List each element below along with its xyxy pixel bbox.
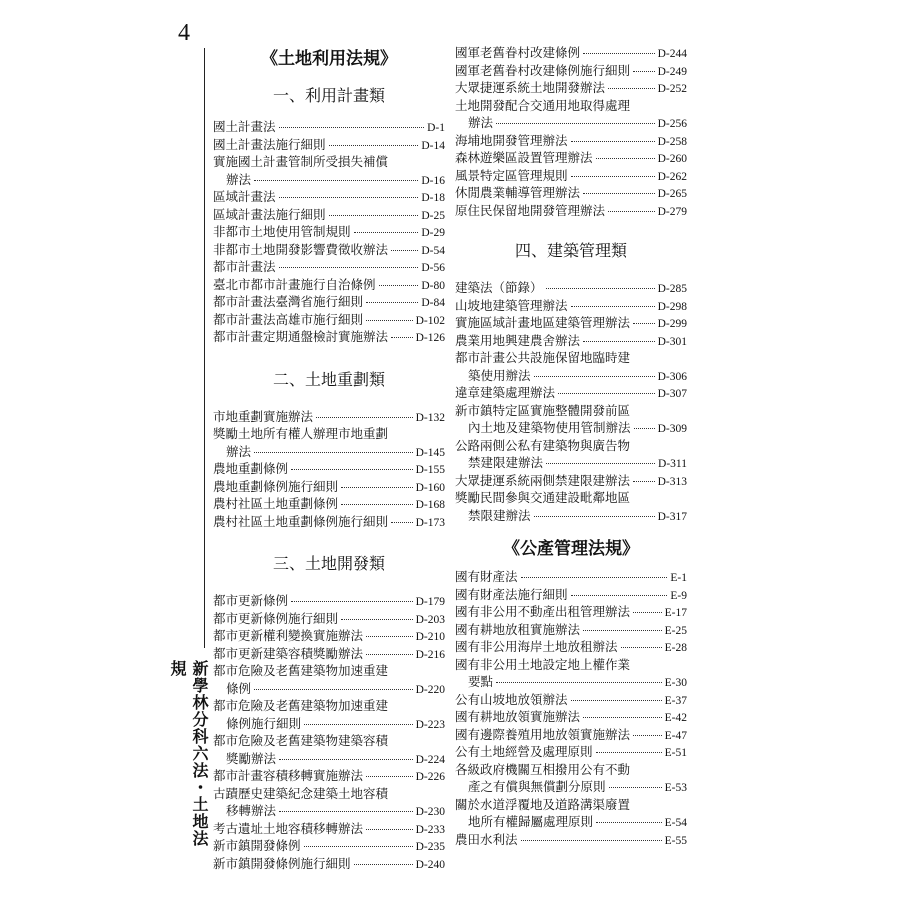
toc-entry-page-code: E-54 bbox=[664, 817, 687, 829]
toc-entry[interactable] bbox=[213, 276, 445, 294]
toc-entry-page-code: D-313 bbox=[657, 475, 687, 488]
toc-entry-title: 國土計畫法 bbox=[213, 119, 276, 134]
toc-entry[interactable] bbox=[213, 311, 445, 329]
dot-leader bbox=[521, 577, 668, 578]
toc-entry-title: 農業用地興建農舍辦法 bbox=[455, 332, 581, 348]
dot-leader bbox=[279, 127, 425, 128]
toc-entry[interactable] bbox=[455, 778, 687, 796]
toc-entry[interactable] bbox=[213, 425, 445, 443]
dot-leader bbox=[341, 619, 413, 620]
toc-entry-title: 獎勵辦法 bbox=[226, 750, 277, 766]
toc-entry-page-code: E-47 bbox=[664, 729, 687, 742]
toc-entry-title: 獎勵民間參與交通建設毗鄰地區 bbox=[455, 490, 631, 505]
toc-entry[interactable] bbox=[455, 167, 687, 185]
toc-entry-page-code: D-145 bbox=[415, 446, 445, 459]
toc-entry[interactable] bbox=[455, 621, 687, 639]
dot-leader bbox=[596, 752, 662, 753]
toc-entry-title: 森林遊樂區設置管理辦法 bbox=[455, 150, 593, 165]
toc-entry[interactable] bbox=[213, 293, 445, 311]
toc-entry-title: 築使用辦法 bbox=[468, 367, 531, 383]
toc-entry-page-code: E-55 bbox=[664, 834, 687, 847]
dot-leader bbox=[291, 601, 413, 602]
toc-entry-page-code: E-28 bbox=[664, 642, 687, 654]
category-title-building: 四、建築管理類 bbox=[514, 241, 627, 260]
toc-entry-title: 實施國土計畫管制所受損失補償 bbox=[213, 154, 389, 169]
toc-entry-title: 都市計畫法 bbox=[213, 259, 276, 274]
toc-entry-page-code: D-309 bbox=[657, 423, 687, 435]
toc-entry[interactable] bbox=[455, 454, 687, 472]
toc-entry-title: 公有土地經營及處理原則 bbox=[455, 744, 593, 759]
toc-entry-title: 國有邊際養殖用地放領實施辦法 bbox=[455, 726, 631, 742]
toc-entry-page-code: E-37 bbox=[664, 694, 687, 707]
toc-entry-page-code: D-16 bbox=[421, 174, 445, 187]
toc-entry-page-code: D-224 bbox=[415, 753, 445, 766]
toc-entry[interactable] bbox=[213, 460, 445, 478]
toc-entry-page-code: D-265 bbox=[657, 188, 687, 200]
toc-entry-title: 產之有償與無償劃分原則 bbox=[468, 779, 606, 794]
dot-leader bbox=[633, 612, 662, 613]
toc-entry[interactable] bbox=[213, 328, 445, 346]
toc-entry-page-code: D-306 bbox=[657, 370, 687, 383]
dot-leader bbox=[254, 689, 413, 690]
toc-entry-page-code: D-223 bbox=[415, 718, 445, 731]
dot-leader bbox=[583, 341, 655, 342]
public-property-entries bbox=[455, 568, 687, 848]
dot-leader bbox=[379, 285, 419, 286]
dot-leader bbox=[596, 158, 655, 159]
toc-entry[interactable] bbox=[455, 656, 687, 674]
toc-entry-title: 區域計畫法施行細則 bbox=[213, 206, 326, 222]
toc-entry-page-code: E-30 bbox=[664, 677, 687, 689]
toc-entry-page-code: E-1 bbox=[670, 572, 687, 584]
toc-entry[interactable] bbox=[213, 478, 445, 496]
dot-leader bbox=[571, 700, 662, 701]
toc-entry-page-code: D-252 bbox=[657, 83, 687, 95]
toc-entry[interactable] bbox=[213, 750, 445, 768]
toc-entry-title: 臺北市都市計畫施行自治條例 bbox=[213, 276, 376, 292]
toc-entry-title: 關於水道浮覆地及道路溝渠廢置 bbox=[455, 796, 631, 812]
toc-entry[interactable] bbox=[213, 513, 445, 531]
dot-leader bbox=[534, 376, 655, 377]
toc-entry-page-code: D-233 bbox=[415, 823, 445, 836]
toc-entry[interactable] bbox=[455, 279, 687, 297]
toc-entry-page-code: D-216 bbox=[415, 648, 445, 661]
toc-entry-page-code: D-311 bbox=[658, 458, 687, 470]
toc-entry[interactable] bbox=[455, 184, 687, 202]
toc-entry-title: 都市更新條例施行細則 bbox=[213, 610, 339, 626]
dot-leader bbox=[583, 630, 662, 631]
toc-entry[interactable] bbox=[213, 592, 445, 610]
toc-entry[interactable] bbox=[213, 627, 445, 645]
toc-entry-page-code: D-307 bbox=[657, 388, 687, 400]
toc-entry-page-code: D-25 bbox=[421, 209, 445, 222]
dot-leader bbox=[391, 337, 413, 338]
dot-leader bbox=[316, 417, 413, 418]
toc-entry-title: 大眾捷運系統土地開發辦法 bbox=[455, 80, 606, 95]
toc-entry-page-code: D-56 bbox=[421, 262, 445, 274]
toc-entry-title: 都市危險及老舊建築物加速重建 bbox=[213, 663, 389, 678]
toc-entry[interactable] bbox=[455, 149, 687, 167]
toc-entry-title: 大眾捷運系統兩側禁建限建辦法 bbox=[455, 472, 631, 488]
toc-entry[interactable] bbox=[213, 855, 445, 873]
page-number: 4 bbox=[178, 20, 190, 46]
toc-entry-title: 都市危險及老舊建築物加速重建 bbox=[213, 698, 389, 713]
toc-entry[interactable] bbox=[213, 443, 445, 461]
section-title-land-use: 《土地利用法規》 bbox=[261, 49, 397, 69]
toc-entry-title: 非都市土地開發影響費徵收辦法 bbox=[213, 241, 389, 257]
toc-entry-title: 移轉辦法 bbox=[226, 803, 277, 818]
toc-entry-page-code: D-256 bbox=[657, 118, 687, 130]
toc-entry[interactable] bbox=[213, 206, 445, 224]
toc-entry-title: 風景特定區管理規則 bbox=[455, 167, 568, 183]
dot-leader bbox=[546, 288, 655, 289]
toc-entry-title: 新市鎮特定區實施整體開發前區 bbox=[455, 402, 631, 418]
toc-entry-title: 都市計畫公共設施保留地臨時建 bbox=[455, 350, 631, 365]
toc-entry-title: 農村社區土地重劃條例施行細則 bbox=[213, 513, 389, 529]
toc-entry[interactable] bbox=[455, 507, 687, 525]
toc-entry[interactable] bbox=[455, 743, 687, 761]
dot-leader bbox=[621, 647, 662, 648]
toc-entry-title: 原住民保留地開發管理辦法 bbox=[455, 202, 606, 218]
toc-entry-title: 條例 bbox=[226, 680, 252, 696]
toc-entry[interactable] bbox=[455, 472, 687, 490]
toc-entry[interactable] bbox=[213, 785, 445, 803]
toc-entry[interactable] bbox=[455, 202, 687, 220]
dot-leader bbox=[366, 829, 413, 830]
toc-entry[interactable] bbox=[455, 314, 687, 332]
toc-entry-page-code: D-84 bbox=[421, 297, 445, 309]
dot-leader bbox=[291, 469, 413, 470]
toc-entry-title: 禁建限建辦法 bbox=[468, 455, 544, 470]
toc-entry-page-code: D-301 bbox=[657, 335, 687, 348]
toc-entry-title: 各級政府機關互相撥用公有不動 bbox=[455, 761, 631, 777]
toc-entry-title: 國有財產法施行細則 bbox=[455, 586, 568, 602]
toc-entry-page-code: D-126 bbox=[415, 332, 445, 344]
dot-leader bbox=[366, 320, 413, 321]
toc-entry[interactable] bbox=[213, 171, 445, 189]
dot-leader bbox=[608, 88, 655, 89]
toc-entry[interactable] bbox=[213, 258, 445, 276]
dot-leader bbox=[254, 180, 418, 181]
dot-leader bbox=[496, 123, 655, 124]
toc-entry-title: 實施區域計畫地區建築管理辦法 bbox=[455, 315, 631, 330]
toc-entry[interactable] bbox=[455, 384, 687, 402]
toc-entry-title: 海埔地開發管理辦法 bbox=[455, 132, 568, 148]
toc-entry[interactable] bbox=[213, 408, 445, 426]
dot-leader bbox=[279, 267, 419, 268]
dot-leader bbox=[354, 864, 413, 865]
toc-entry-title: 公有山坡地放領辦法 bbox=[455, 691, 568, 707]
category-title: 三、土地開發類 bbox=[272, 554, 385, 573]
toc-entry-title: 都市更新條例 bbox=[213, 593, 289, 608]
toc-entry-page-code: E-17 bbox=[664, 607, 687, 619]
toc-entry[interactable] bbox=[213, 820, 445, 838]
dot-leader bbox=[583, 717, 662, 718]
toc-entry-title: 農田水利法 bbox=[455, 831, 518, 847]
toc-entry-page-code: D-262 bbox=[657, 170, 687, 183]
toc-entry-title: 農地重劃條例 bbox=[213, 461, 289, 476]
toc-entry-page-code: D-203 bbox=[415, 613, 445, 626]
toc-entry-title: 都市危險及老舊建築物建築容積 bbox=[213, 733, 389, 748]
toc-entry-page-code: D-29 bbox=[421, 227, 445, 239]
toc-entry-title: 市地重劃實施辦法 bbox=[213, 408, 314, 424]
toc-entry[interactable] bbox=[455, 437, 687, 455]
toc-entry[interactable] bbox=[455, 603, 687, 621]
dot-leader bbox=[571, 595, 668, 596]
dot-leader bbox=[366, 776, 413, 777]
toc-entry-page-code: D-240 bbox=[415, 858, 445, 871]
toc-entry[interactable] bbox=[455, 638, 687, 656]
toc-entry[interactable] bbox=[455, 489, 687, 507]
dot-leader bbox=[633, 735, 662, 736]
toc-entry[interactable] bbox=[455, 419, 687, 437]
dot-leader bbox=[366, 654, 413, 655]
toc-entry-title: 辦法 bbox=[468, 115, 494, 130]
dot-leader bbox=[391, 522, 413, 523]
toc-entry[interactable] bbox=[213, 153, 445, 171]
dot-leader bbox=[571, 306, 655, 307]
category-title: 二、土地重劃類 bbox=[272, 369, 385, 389]
dot-leader bbox=[608, 211, 655, 212]
toc-entry[interactable] bbox=[455, 297, 687, 315]
dot-leader bbox=[633, 323, 655, 324]
toc-entry-page-code: D-54 bbox=[421, 244, 445, 257]
toc-entry[interactable] bbox=[213, 241, 445, 259]
toc-entry-page-code: D-260 bbox=[657, 153, 687, 165]
toc-entry[interactable] bbox=[213, 837, 445, 855]
toc-entry[interactable] bbox=[455, 726, 687, 744]
toc-entry-title: 禁限建辦法 bbox=[468, 507, 531, 523]
toc-entry[interactable] bbox=[213, 188, 445, 206]
toc-entry-page-code: D-258 bbox=[657, 135, 687, 148]
toc-entry-page-code: E-53 bbox=[664, 782, 687, 794]
dot-leader bbox=[354, 232, 419, 233]
dot-leader bbox=[546, 463, 655, 464]
toc-entry-title: 考古遺址土地容積移轉辦法 bbox=[213, 820, 364, 836]
toc-entry[interactable] bbox=[455, 367, 687, 385]
toc-entry-page-code: D-317 bbox=[657, 510, 687, 523]
dot-leader bbox=[633, 71, 655, 72]
dot-leader bbox=[254, 452, 413, 453]
dot-leader bbox=[279, 811, 413, 812]
toc-entry-title: 地所有權歸屬處理原則 bbox=[468, 814, 594, 829]
toc-entry-title: 土地開發配合交通用地取得處理 bbox=[455, 97, 631, 113]
right-top-entries bbox=[455, 44, 687, 219]
dot-leader bbox=[391, 250, 418, 251]
dot-leader bbox=[366, 636, 413, 637]
dot-leader bbox=[329, 145, 419, 146]
toc-entry[interactable] bbox=[455, 761, 687, 779]
toc-entry-title: 新市鎮開發條例施行細則 bbox=[213, 855, 351, 871]
toc-entry[interactable] bbox=[455, 349, 687, 367]
toc-entry[interactable] bbox=[455, 44, 687, 62]
toc-entry-page-code: D-168 bbox=[415, 499, 445, 511]
toc-entry-page-code: D-155 bbox=[415, 464, 445, 476]
toc-entry[interactable] bbox=[455, 586, 687, 604]
left-groups bbox=[213, 74, 445, 872]
toc-entry-title: 區域計畫法 bbox=[213, 189, 276, 204]
toc-entry-title: 都市計畫容積移轉實施辦法 bbox=[213, 768, 364, 783]
toc-entry[interactable] bbox=[455, 79, 687, 97]
toc-entry[interactable] bbox=[213, 645, 445, 663]
toc-entry-page-code: D-80 bbox=[421, 279, 445, 292]
dot-leader bbox=[583, 193, 655, 194]
toc-entry[interactable] bbox=[455, 97, 687, 115]
toc-entry[interactable] bbox=[213, 662, 445, 680]
toc-entry-title: 公路兩側公私有建築物與廣告物 bbox=[455, 437, 631, 453]
toc-entry-page-code: D-1 bbox=[427, 122, 445, 134]
toc-entry-title: 國土計畫法施行細則 bbox=[213, 136, 326, 152]
dot-leader bbox=[496, 682, 662, 683]
toc-entry-title: 山坡地建築管理辦法 bbox=[455, 297, 568, 313]
dot-leader bbox=[583, 53, 655, 54]
toc-entry[interactable] bbox=[213, 802, 445, 820]
toc-entry[interactable] bbox=[213, 495, 445, 513]
dot-leader bbox=[279, 759, 413, 760]
dot-leader bbox=[534, 516, 655, 517]
toc-entry[interactable] bbox=[213, 610, 445, 628]
toc-entry-page-code: E-42 bbox=[664, 712, 687, 724]
dot-leader bbox=[571, 141, 655, 142]
toc-entry-page-code: D-299 bbox=[657, 318, 687, 330]
dot-leader bbox=[571, 176, 655, 177]
toc-entry[interactable] bbox=[455, 62, 687, 80]
toc-entry-page-code: D-210 bbox=[415, 631, 445, 643]
dot-leader bbox=[633, 481, 655, 482]
toc-entry-title: 辦法 bbox=[226, 171, 252, 187]
toc-entry[interactable] bbox=[455, 831, 687, 849]
category-title: 一、利用計畫類 bbox=[272, 86, 385, 105]
dot-leader bbox=[341, 504, 413, 505]
toc-entry-page-code: D-235 bbox=[415, 841, 445, 853]
toc-entry-title: 休閒農業輔導管理辦法 bbox=[455, 185, 581, 200]
toc-entry-title: 國有財產法 bbox=[455, 569, 518, 584]
toc-entry-page-code: D-244 bbox=[657, 48, 687, 60]
toc-entry[interactable] bbox=[455, 796, 687, 814]
dot-leader bbox=[329, 215, 419, 216]
toc-entry-title: 都市計畫法高雄市施行細則 bbox=[213, 311, 364, 327]
toc-entry-title: 都市計畫定期通盤檢討實施辦法 bbox=[213, 329, 389, 344]
toc-entry-page-code: D-18 bbox=[421, 192, 445, 204]
toc-entry-title: 國軍老舊眷村改建條例 bbox=[455, 45, 581, 60]
toc-entry-title: 非都市土地使用管制規則 bbox=[213, 224, 351, 239]
toc-entry[interactable] bbox=[455, 708, 687, 726]
dot-leader bbox=[279, 197, 419, 198]
toc-entry-title: 國有非公用土地設定地上權作業 bbox=[455, 656, 631, 672]
sidebar-book-title: 新學林分科六法・土地法規 bbox=[168, 660, 209, 847]
toc-entry-page-code: E-25 bbox=[664, 624, 687, 637]
toc-entry-title: 內土地及建築物使用管制辦法 bbox=[468, 420, 631, 435]
toc-entry-page-code: D-285 bbox=[657, 283, 687, 295]
toc-entry[interactable] bbox=[455, 114, 687, 132]
toc-entry[interactable] bbox=[213, 680, 445, 698]
toc-entry[interactable] bbox=[455, 332, 687, 350]
left-column bbox=[213, 44, 445, 872]
toc-entry-title: 都市更新建築容積獎勵辦法 bbox=[213, 645, 364, 661]
toc-entry[interactable] bbox=[455, 813, 687, 831]
toc-entry-page-code: D-249 bbox=[657, 65, 687, 78]
toc-entry-title: 國有耕地放領實施辦法 bbox=[455, 709, 581, 724]
toc-entry[interactable] bbox=[455, 402, 687, 420]
toc-entry-page-code: D-173 bbox=[415, 516, 445, 529]
toc-entry-title: 國有非公用海岸土地放租辦法 bbox=[455, 639, 618, 654]
toc-entry-page-code: D-279 bbox=[657, 205, 687, 218]
toc-entry-page-code: D-14 bbox=[421, 139, 445, 152]
dot-leader bbox=[304, 724, 413, 725]
dot-leader bbox=[596, 822, 662, 823]
toc-entry-title: 建築法（節錄） bbox=[455, 280, 543, 295]
toc-entry-title: 辦法 bbox=[226, 443, 252, 459]
dot-leader bbox=[521, 840, 662, 841]
toc-entry-page-code: D-298 bbox=[657, 300, 687, 313]
toc-entry[interactable] bbox=[213, 767, 445, 785]
toc-entry[interactable] bbox=[213, 732, 445, 750]
toc-entry-title: 新市鎮開發條例 bbox=[213, 838, 301, 853]
margin-rule bbox=[204, 48, 205, 648]
toc-entry[interactable] bbox=[455, 568, 687, 586]
toc-entry-page-code: D-102 bbox=[415, 314, 445, 327]
section-title-public-property: 《公產管理法規》 bbox=[503, 539, 639, 559]
toc-entry-title: 要點 bbox=[468, 674, 494, 689]
toc-entry-page-code: D-230 bbox=[415, 806, 445, 818]
toc-entry[interactable] bbox=[455, 132, 687, 150]
toc-entry-title: 農村社區土地重劃條例 bbox=[213, 496, 339, 511]
toc-entry-title: 國軍老舊眷村改建條例施行細則 bbox=[455, 62, 631, 78]
toc-entry[interactable] bbox=[455, 673, 687, 691]
toc-entry-title: 國有耕地放租實施辦法 bbox=[455, 621, 581, 637]
toc-entry-title: 獎勵土地所有權人辦理市地重劃 bbox=[213, 426, 389, 441]
toc-entry-title: 古蹟歷史建築紀念建築土地容積 bbox=[213, 785, 389, 801]
dot-leader bbox=[304, 846, 413, 847]
toc-entry-title: 都市計畫法臺灣省施行細則 bbox=[213, 294, 364, 309]
toc-entry[interactable] bbox=[213, 136, 445, 154]
toc-entry-title: 都市更新權利變換實施辦法 bbox=[213, 628, 364, 643]
toc-entry-page-code: E-9 bbox=[670, 589, 687, 602]
dot-leader bbox=[558, 393, 655, 394]
dot-leader bbox=[634, 428, 655, 429]
toc-entry[interactable] bbox=[455, 691, 687, 709]
toc-entry-page-code: D-179 bbox=[415, 596, 445, 608]
toc-entry[interactable] bbox=[213, 118, 445, 136]
building-entries bbox=[455, 279, 687, 524]
right-column bbox=[455, 44, 687, 848]
dot-leader bbox=[366, 302, 418, 303]
dot-leader bbox=[341, 487, 413, 488]
toc-entry-page-code: D-160 bbox=[415, 481, 445, 494]
toc-entry-title: 農地重劃條例施行細則 bbox=[213, 478, 339, 494]
toc-entry-title: 條例施行細則 bbox=[226, 715, 302, 731]
toc-entry-page-code: D-132 bbox=[415, 411, 445, 424]
toc-entry-page-code: D-220 bbox=[415, 683, 445, 696]
toc-entry-title: 違章建築處理辦法 bbox=[455, 385, 556, 400]
toc-entry[interactable] bbox=[213, 715, 445, 733]
toc-entry-page-code: E-51 bbox=[664, 747, 687, 759]
toc-entry-page-code: D-226 bbox=[415, 771, 445, 783]
dot-leader bbox=[609, 787, 662, 788]
toc-entry[interactable] bbox=[213, 697, 445, 715]
toc-entry-title: 國有非公用不動產出租管理辦法 bbox=[455, 604, 631, 619]
toc-entry[interactable] bbox=[213, 223, 445, 241]
